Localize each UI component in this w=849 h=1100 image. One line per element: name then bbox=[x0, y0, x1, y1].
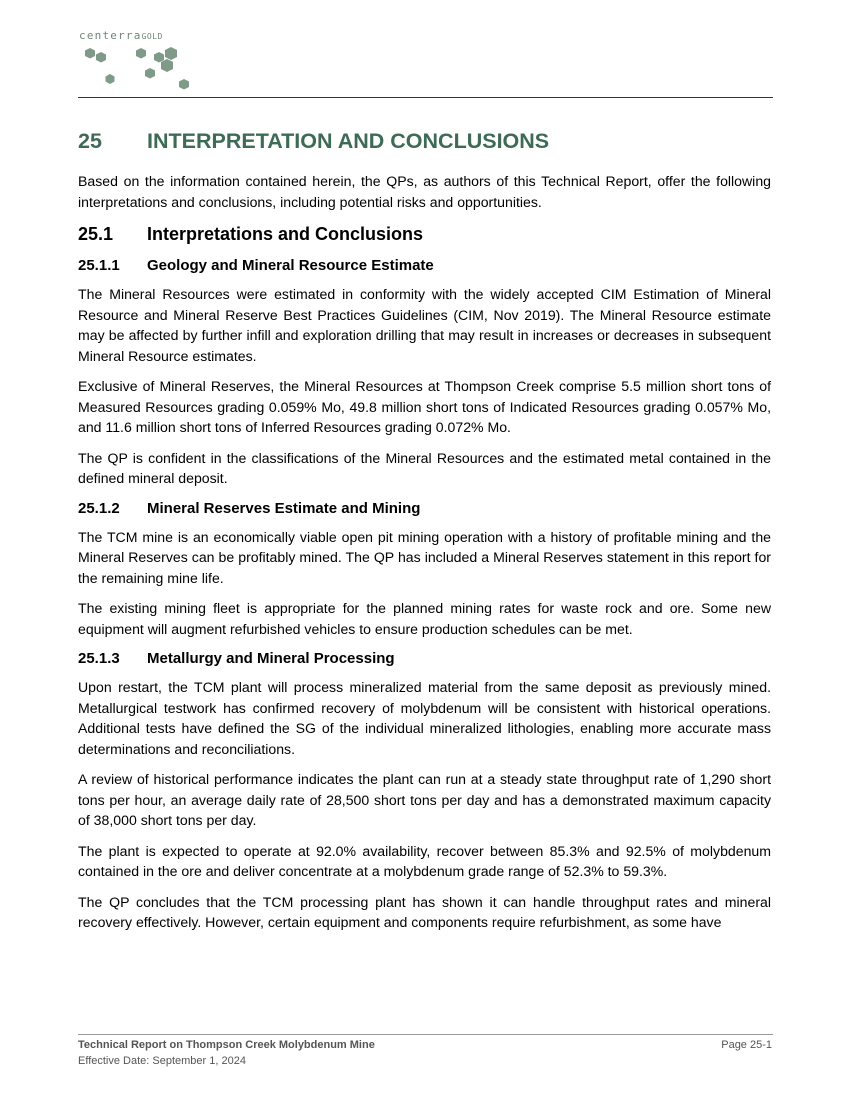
footer-effective-date: Effective Date: September 1, 2024 bbox=[78, 1055, 246, 1067]
paragraph: Exclusive of Mineral Reserves, the Mineral Resources at Thompson Creek comprise 5.5 million short tons of Measured Resources grading 0.059% Mo, 49.8 million short tons of Indicated Resources grading 0.057% Mo, and 11.6 million short tons of Inferred Resources grading 0.072% Mo. bbox=[78, 378, 771, 435]
section-title: Interpretations and Conclusions bbox=[147, 224, 424, 244]
logo-wordmark bbox=[79, 29, 163, 44]
header-divider bbox=[78, 97, 773, 98]
subsection-title: Mineral Reserves Estimate and Mining bbox=[147, 499, 421, 517]
paragraph: Upon restart, the TCM plant will process mineralized material from the same deposit as previously mined. Metallurgical testwork has confirmed recovery of molybdenum will be consistent with historical operations. Additional tests have defined the SG of the individual mineralized lithologies, enabling more accurate mass determinations and reconciliations. bbox=[78, 679, 771, 757]
subsection-heading-metallurgy bbox=[78, 649, 771, 669]
footer-page-number: Page 25-1 bbox=[721, 1039, 772, 1051]
intro-paragraph: Based on the information contained herein, the QPs, as authors of this Technical Report, offer the following interpretations and conclusions, including potential risks and opportunities. bbox=[78, 173, 771, 210]
hexagon-cluster-icon bbox=[79, 45, 199, 95]
logo-name-suffix: GOLD bbox=[141, 32, 163, 41]
footer-report-title: Technical Report on Thompson Creek Molybdenum Mine bbox=[78, 1039, 375, 1051]
subsection-heading-reserves bbox=[78, 499, 771, 519]
paragraph: The Mineral Resources were estimated in conformity with the widely accepted CIM Estimation of Mineral Resource and Mineral Reserve Best Practices Guidelines (CIM, Nov 2019). The Mineral Resource estimate may be affected by further infill and exploration drilling that may result in increases or decreases in subsequent Mineral Resource estimates. bbox=[78, 286, 771, 364]
subsection-number: 25.1.1 bbox=[78, 257, 120, 274]
section-number: 25.1 bbox=[78, 224, 114, 244]
subsection-number: 25.1.3 bbox=[78, 650, 120, 667]
paragraph: The QP is confident in the classifications of the Mineral Resources and the estimated metal contained in the defined mineral deposit. bbox=[78, 449, 771, 486]
footer-divider bbox=[78, 1034, 773, 1035]
company-logo bbox=[79, 29, 199, 95]
paragraph: A review of historical performance indicates the plant can run at a steady state throughput rate of 1,290 short tons per hour, an average daily rate of 28,500 short tons per day and has a demonstrated maximum capacity of 38,000 short tons per day. bbox=[78, 771, 771, 828]
chapter-heading bbox=[78, 126, 771, 156]
paragraph: The existing mining fleet is appropriate for the planned mining rates for waste rock and ore. Some new equipment will augment refurbished vehicles to ensure production schedules can be met. bbox=[78, 600, 771, 637]
subsection-number: 25.1.2 bbox=[78, 499, 120, 517]
subsection-title: Geology and Mineral Resource Estimate bbox=[147, 257, 434, 274]
logo-name-main: centerra bbox=[79, 29, 142, 42]
subsection-title: Metallurgy and Mineral Processing bbox=[147, 650, 395, 667]
chapter-title: INTERPRETATION AND CONCLUSIONS bbox=[147, 129, 550, 153]
document-body bbox=[78, 126, 771, 943]
section-heading bbox=[78, 222, 771, 246]
chapter-number: 25 bbox=[78, 129, 102, 153]
paragraph: The plant is expected to operate at 92.0% availability, recover between 85.3% and 92.5% of molybdenum contained in the ore and deliver concentrate at a molybdenum grade range of 52.3% to 59.3%. bbox=[78, 842, 771, 879]
paragraph: The TCM mine is an economically viable open pit mining operation with a history of profitable mining and the Mineral Reserves can be profitably mined. The QP has included a Mineral Reserves statement in this report for the remaining mine life. bbox=[78, 528, 771, 586]
subsection-heading-geology bbox=[78, 256, 771, 276]
paragraph: The QP concludes that the TCM processing plant has shown it can handle throughput rates and mineral recovery effectively. However, certain equipment and components require refurbishment, as some have bbox=[78, 893, 771, 930]
